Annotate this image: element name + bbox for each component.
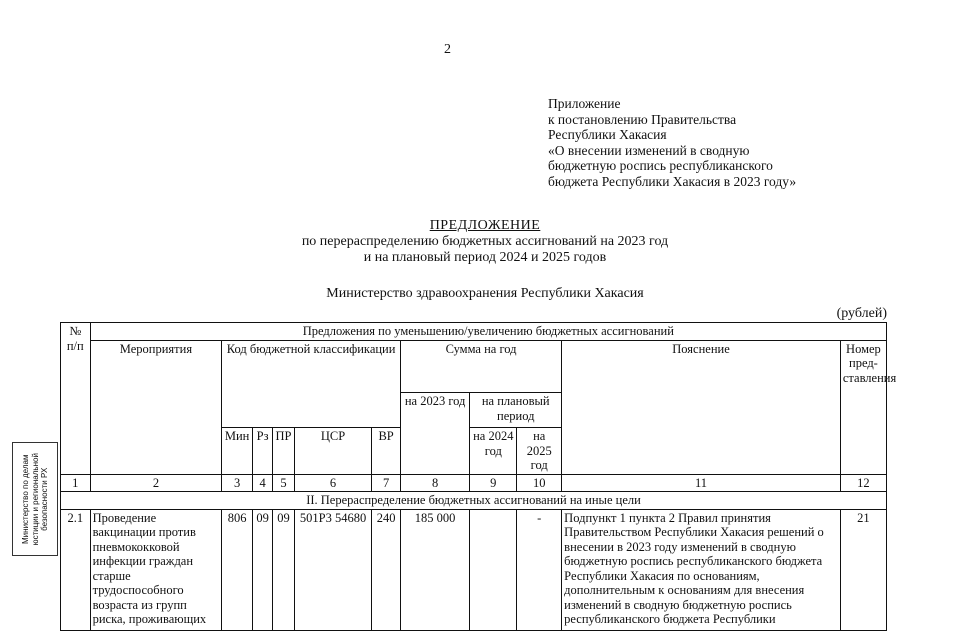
header-submission-num: Номер пред-ставления [840, 340, 886, 474]
stamp-text [21, 453, 50, 545]
cell-sum-2023: 185 000 [400, 509, 469, 630]
column-number: 8 [400, 474, 469, 492]
cell-pr: 09 [273, 509, 294, 630]
header-sum-year: Сумма на год [400, 340, 561, 393]
column-numbers-row [61, 474, 887, 492]
column-number: 10 [517, 474, 562, 492]
section-row [61, 492, 887, 510]
column-number: 9 [470, 474, 517, 492]
cell-submission-num: 21 [840, 509, 886, 630]
header-budget-code: Код бюджетной классификации [222, 340, 401, 393]
cell-explanation: Подпункт 1 пункта 2 Правил принятия Правительством Республики Хакасия решений о внесении в 2023 году изменений в сводную бюджетную роспись республиканского бюджета Республики Хакасия по основаниям, дополнительным к основаниям для внесения изменений в сводную бюджетную роспись республиканского бюджета Республики [562, 509, 841, 630]
header-csr: ЦСР [294, 428, 372, 475]
stamp-line: безопасности РХ [39, 467, 49, 531]
column-number: 11 [562, 474, 841, 492]
cell-vr: 240 [372, 509, 401, 630]
section-title: II. Перераспределение бюджетных ассигнований на иные цели [61, 492, 887, 510]
cell-csr: 501Р3 54680 [294, 509, 372, 630]
column-number: 12 [840, 474, 886, 492]
header-pr: ПР [273, 428, 294, 475]
appendix-line: к постановлению Правительства [548, 111, 737, 127]
column-number: 2 [90, 474, 222, 492]
cell-activity: Проведение вакцинации против пневмококковой инфекции граждан старше трудоспособного возраста из групп риска, проживающих [90, 509, 222, 630]
title-line-1: ПРЕДЛОЖЕНИЕ [429, 218, 541, 233]
stamp-line: Министерство по делам [20, 454, 30, 544]
cell-sum-2024 [470, 509, 517, 630]
appendix-line: Приложение [548, 96, 621, 111]
appendix-line: бюджета Республики Хакасия в 2023 году» [548, 173, 797, 189]
header-year-2023: на 2023 год [400, 393, 469, 475]
column-number: 5 [273, 474, 294, 492]
ministry-name: Министерство здравоохранения Республики Хакасия [326, 286, 644, 301]
budget-table [60, 322, 897, 631]
header-budget-code-spacer [222, 393, 401, 428]
column-number: 1 [61, 474, 91, 492]
header-num: № п/п [61, 323, 91, 475]
column-number: 6 [294, 474, 372, 492]
registration-stamp [12, 442, 58, 556]
appendix-line: «О внесении изменений в сводную [548, 142, 750, 158]
appendix-block [548, 96, 796, 190]
column-number: 7 [372, 474, 401, 492]
header-vr: ВР [372, 428, 401, 475]
header-rz: Рз [252, 428, 272, 475]
header-proposals: Предложения по уменьшению/увеличению бюджетных ассигнований [90, 323, 886, 341]
header-year-2024: на 2024 год [470, 428, 517, 475]
cell-sum-2025: - [517, 509, 562, 630]
column-number: 4 [252, 474, 272, 492]
stamp-line: юстиции и региональной [30, 452, 40, 546]
header-planned-period: на плановый период [470, 393, 562, 428]
cell-rz: 09 [252, 509, 272, 630]
currency-unit: (рублей) [836, 306, 887, 321]
header-min: Мин [222, 428, 253, 475]
table-row [61, 509, 887, 630]
header-explanation: Пояснение [562, 340, 841, 474]
title-line-3: и на плановый период 2024 и 2025 годов [363, 250, 607, 265]
document-title [0, 218, 970, 266]
appendix-line: Республики Хакасия [548, 127, 667, 143]
appendix-line: бюджетную роспись республиканского [548, 158, 773, 174]
cell-num: 2.1 [61, 509, 91, 630]
column-number: 3 [222, 474, 253, 492]
header-activities: Мероприятия [90, 340, 222, 474]
page-number: 2 [444, 42, 451, 57]
cell-min: 806 [222, 509, 253, 630]
title-line-2: по перераспределению бюджетных ассигнований на 2023 год [301, 234, 669, 249]
header-year-2025: на 2025 год [517, 428, 562, 475]
